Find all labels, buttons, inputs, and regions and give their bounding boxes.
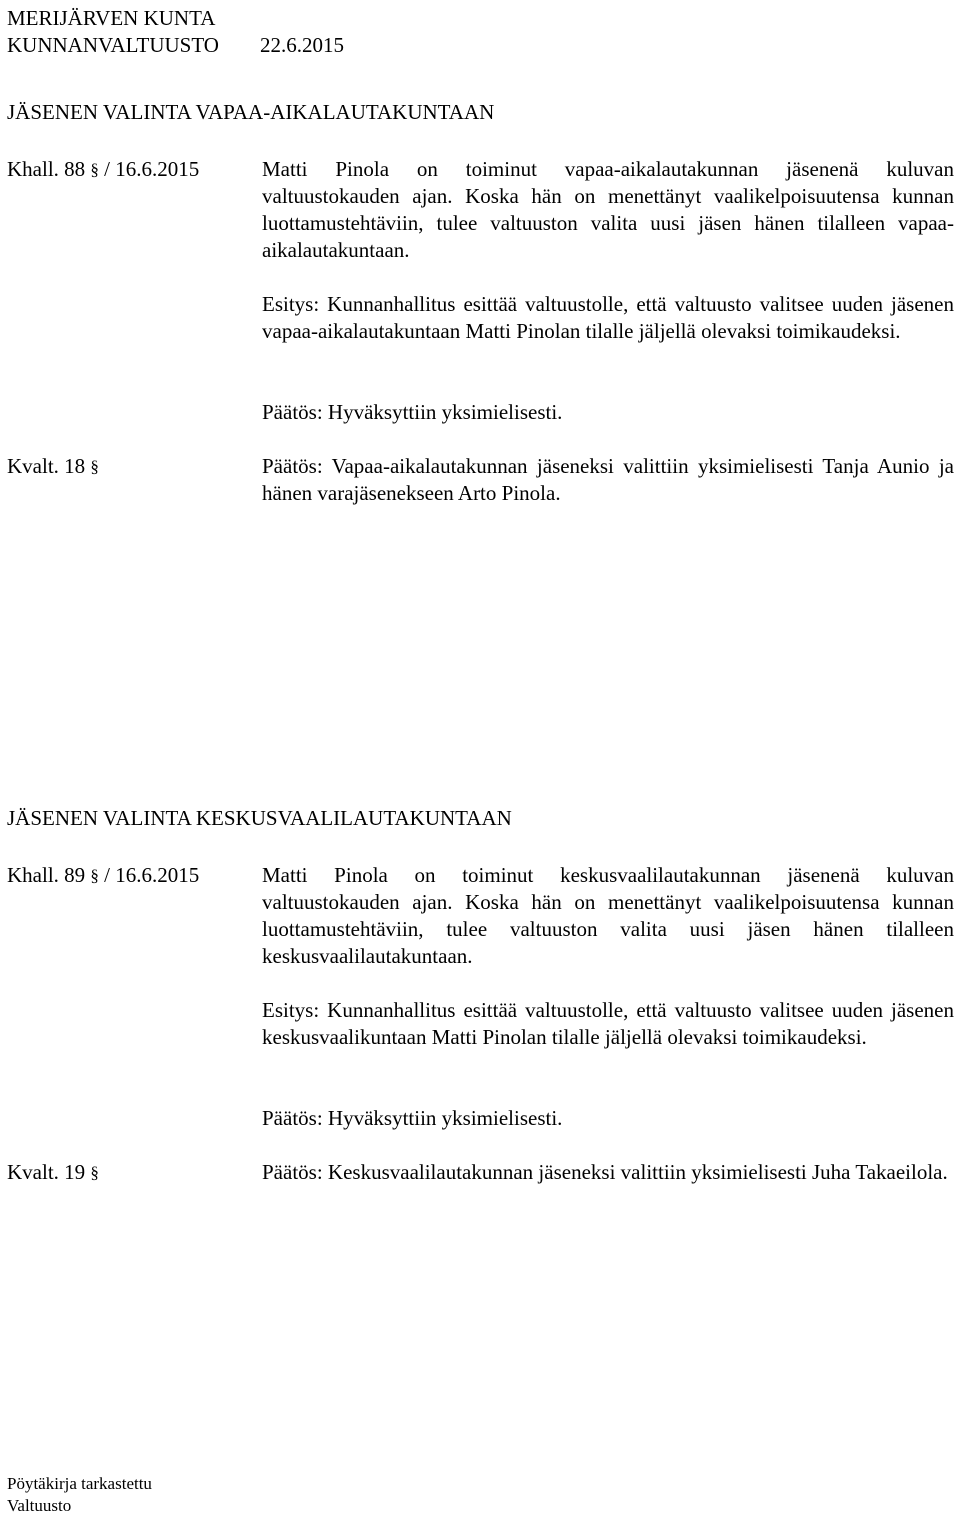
- paatos-label: Päätös: [262, 1160, 317, 1184]
- header-body-date: [7, 32, 344, 59]
- intro-paragraph: Matti Pinola on toiminut vapaa-aikalautakunnan jäsenenä kuluvan valtuustokauden ajan. Koska hän on menettänyt vaalikelpoisuutensa kunnan luottamustehtäviin, tulee valtuuston valita uusi jäsen hänen tilalleen vapaa-aikalautakuntaan.: [262, 157, 954, 262]
- khall-decision: Päätös: Hyväksyttiin yksimielisesti.: [262, 400, 563, 424]
- kvalt-reference: Kvalt. 19 §: [7, 1160, 99, 1184]
- footer-council-label: Valtuusto: [7, 1496, 72, 1515]
- kvalt-decision: Päätös: Keskusvaalilautakunnan jäseneksi valittiin yksimielisesti Juha Takaeilola.: [262, 1160, 948, 1184]
- kvalt-reference: Kvalt. 18 §: [7, 454, 99, 478]
- section-sign: §: [90, 1163, 99, 1182]
- esitys-label: Esitys: [262, 998, 314, 1022]
- page-footer: [7, 1473, 152, 1517]
- esitys-paragraph: Esitys: Kunnanhallitus esittää valtuustolle, että valtuusto valitsee uuden jäsenen vapaa-aikalautakuntaan Matti Pinolan tilalle jäljellä olevaksi toimikaudeksi.: [262, 292, 954, 343]
- section-sign: §: [90, 866, 99, 885]
- esitys-label: Esitys: [262, 292, 314, 316]
- section-sign: §: [90, 457, 99, 476]
- meeting-body: KUNNANVALTUUSTO: [7, 33, 219, 57]
- section-title: JÄSENEN VALINTA VAPAA-AIKALAUTAKUNTAAN: [7, 100, 495, 124]
- section-sign: §: [90, 160, 99, 179]
- section-title: JÄSENEN VALINTA KESKUSVAALILAUTAKUNTAAN: [7, 806, 512, 830]
- paatos-label: Päätös: [262, 454, 317, 478]
- meeting-date: 22.6.2015: [259, 33, 344, 57]
- khall-decision: Päätös: Hyväksyttiin yksimielisesti.: [262, 1106, 563, 1130]
- khall-reference: Khall. 88 § / 16.6.2015: [7, 157, 200, 181]
- organization-name: MERIJÄRVEN KUNTA: [7, 6, 216, 30]
- document-header: [7, 5, 344, 59]
- khall-reference: Khall. 89 § / 16.6.2015: [7, 863, 200, 887]
- kvalt-decision: Päätös: Vapaa-aikalautakunnan jäseneksi valittiin yksimielisesti Tanja Aunio ja hänen varajäsenekseen Arto Pinola.: [262, 454, 954, 505]
- paatos-label: Päätös: [262, 1106, 317, 1130]
- footer-reviewed-label: Pöytäkirja tarkastettu: [7, 1474, 152, 1493]
- esitys-paragraph: Esitys: Kunnanhallitus esittää valtuustolle, että valtuusto valitsee uuden jäsenen keskusvaalikuntaan Matti Pinolan tilalle jäljellä olevaksi toimikaudeksi.: [262, 998, 954, 1049]
- paatos-label: Päätös: [262, 400, 317, 424]
- intro-paragraph: Matti Pinola on toiminut keskusvaalilautakunnan jäsenenä kuluvan valtuustokauden ajan. Koska hän on menettänyt vaalikelpoisuutensa kunnan luottamustehtäviin, tulee valtuuston valita uusi jäsen hänen tilalleen keskusvaalilautakuntaan.: [262, 863, 954, 968]
